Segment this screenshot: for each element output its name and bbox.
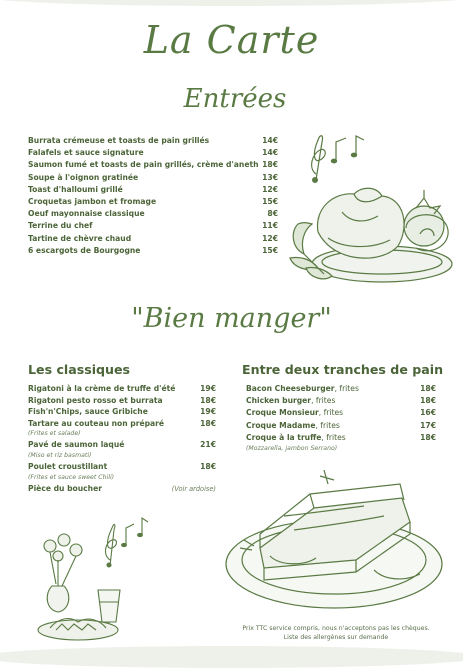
bottom-wash: [0, 646, 463, 668]
item-price: 12€: [262, 184, 278, 194]
entrees-title: Entrées: [183, 84, 287, 114]
item-name: Toast d'halloumi grillé: [28, 184, 123, 194]
item-name: Croque à la truffe: [246, 432, 322, 442]
item-extra: , frites: [334, 384, 359, 393]
list-item: [28, 484, 216, 496]
item-name: Pavé de saumon laqué: [28, 440, 125, 450]
item-name: Rigatoni pesto rosso et burrata: [28, 395, 163, 405]
item-name: Soupe à l'oignon gratinée: [28, 172, 139, 182]
item-price: 8€: [267, 209, 278, 219]
item-name: Bacon Cheeseburger: [246, 384, 335, 393]
entrees-list: [28, 136, 278, 258]
item-price: 18€: [200, 395, 216, 405]
item-name: Tartine de chèvre chaud: [28, 233, 132, 243]
classiques-title: Les classiques: [28, 362, 131, 377]
footer-note: [228, 624, 444, 642]
list-item: [246, 396, 436, 408]
item-price: 18€: [262, 160, 278, 170]
item-price: 19€: [200, 384, 216, 393]
list-item: [246, 408, 436, 420]
list-item: [28, 221, 278, 233]
item-extra: , frites: [321, 432, 346, 442]
list-item: [28, 160, 278, 172]
item-price: 19€: [200, 407, 216, 417]
item-price: 16€: [420, 408, 436, 418]
pain-title: Entre deux tranches de pain: [242, 362, 444, 377]
item-name: Burrata crémeuse et toasts de pain grillés: [28, 136, 210, 145]
top-wash: [0, 0, 463, 6]
item-extra: , frites: [318, 408, 344, 418]
item-price: 12€: [262, 233, 278, 243]
list-item: [246, 384, 436, 396]
footer-line-2: Liste des allergènes sur demande: [283, 634, 389, 641]
list-item: [28, 173, 278, 185]
item-name: Fish'n'Chips, sauce Gribiche: [28, 407, 148, 417]
item-price: 14€: [262, 136, 278, 145]
list-item: [28, 384, 216, 396]
pain-list: [246, 384, 436, 455]
item-price: 15€: [262, 196, 278, 206]
item-price: 18€: [420, 432, 436, 442]
list-item: [28, 440, 216, 452]
item-extra: , frites: [311, 396, 336, 406]
item-name: Croque Monsieur: [246, 408, 319, 418]
item-name: Tartare au couteau non préparé: [28, 418, 165, 428]
list-item: [28, 136, 278, 148]
item-name: Croque Madame: [246, 420, 316, 430]
item-subtitle: (Frites et salade): [28, 430, 81, 438]
list-item: [28, 234, 278, 246]
list-item: [28, 396, 216, 408]
list-item: [28, 462, 216, 474]
list-item: [28, 185, 278, 197]
flowers-glass-illustration: [30, 532, 136, 648]
item-name: Saumon fumé et toasts de pain grillés, crème d'aneth: [28, 160, 259, 170]
item-price: 14€: [262, 148, 278, 158]
bien-manger-title: "Bien manger": [131, 303, 332, 334]
item-name: Terrine du chef: [28, 221, 93, 231]
item-name: Oeuf mayonnaise classique: [28, 209, 145, 219]
item-extra: , frites: [315, 420, 340, 430]
page-title: La Carte: [143, 18, 320, 62]
item-price: 18€: [200, 461, 216, 471]
list-item: [28, 246, 278, 258]
list-item: [28, 197, 278, 209]
list-item: [28, 148, 278, 160]
item-name: Pièce du boucher: [28, 483, 102, 493]
list-item: [28, 407, 216, 419]
list-item: [28, 419, 216, 431]
item-price-note: (Voir ardoise): [171, 484, 216, 493]
item-price: 17€: [420, 420, 436, 430]
item-name: 6 escargots de Bourgogne: [28, 245, 141, 255]
list-item: [28, 209, 278, 221]
item-subtitle: (Miso et riz basmati): [28, 451, 92, 459]
item-subtitle: (Frites et sauce sweet Chili): [28, 473, 115, 481]
item-subtitle: (Mozzarella, jambon Serrano): [246, 444, 338, 452]
item-price: 13€: [262, 172, 278, 182]
list-item: [246, 421, 436, 433]
item-name: Chicken burger: [246, 396, 312, 406]
burrata-illustration: [284, 168, 456, 292]
item-price: 15€: [262, 245, 278, 255]
item-price: 18€: [420, 384, 436, 393]
item-price: 21€: [200, 440, 216, 450]
item-name: Falafels et sauce signature: [28, 148, 144, 158]
item-name: Rigatoni à la crème de truffe d'été: [28, 384, 176, 393]
item-name: Croquetas jambon et fromage: [28, 196, 157, 206]
footer-line-1: Prix TTC service compris, nous n'acceptons pas les chèques.: [242, 625, 430, 632]
list-item: [246, 433, 436, 445]
item-price: 11€: [262, 221, 278, 231]
item-name: Poulet croustillant: [28, 461, 108, 471]
item-price: 18€: [200, 418, 216, 428]
classiques-list: [28, 384, 216, 495]
croque-monsieur-illustration: [224, 470, 446, 616]
item-price: 18€: [420, 396, 436, 406]
